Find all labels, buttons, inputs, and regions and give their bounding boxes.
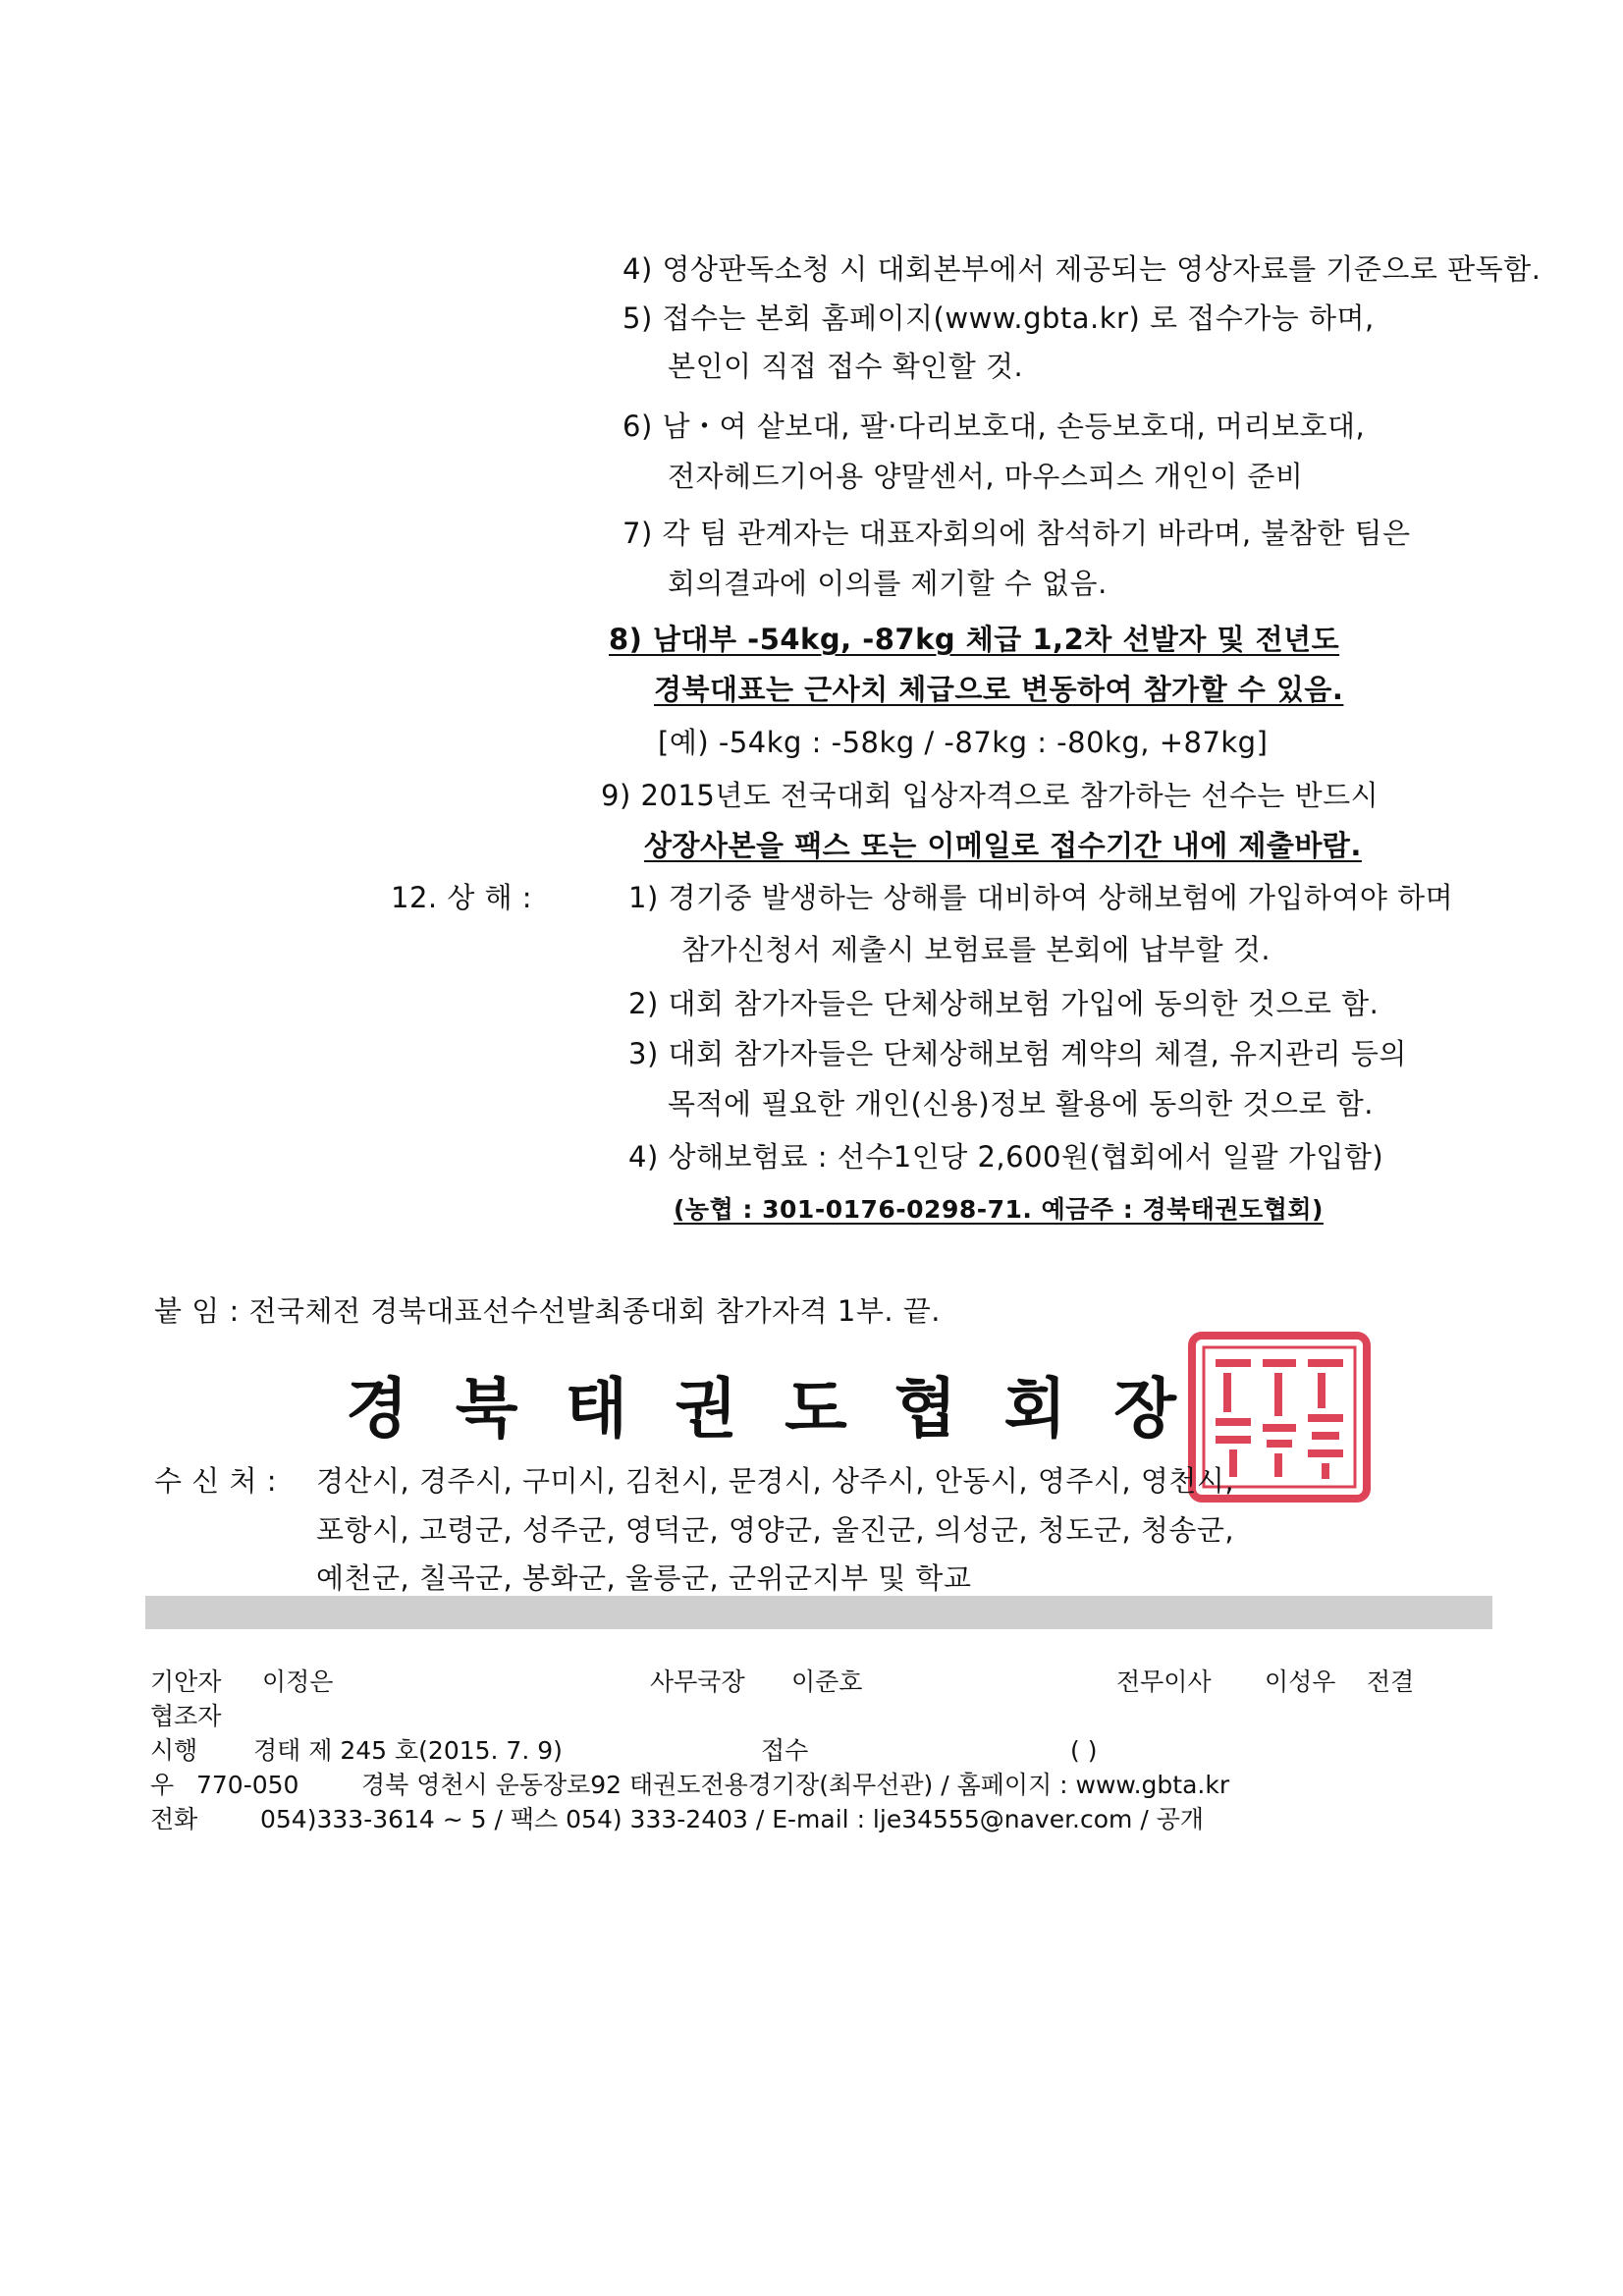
section-12-item-1-line1: 1) 경기중 발생하는 상해를 대비하여 상해보험에 가입하여야 하며 xyxy=(628,881,1454,914)
enforce-number: 경태 제 245 호(2015. 7. 9) xyxy=(253,1736,563,1765)
postal-label: 우 xyxy=(150,1771,175,1799)
postal-code: 770-050 xyxy=(196,1771,299,1799)
attachment-line: 붙 임 : 전국체전 경북대표선수선발최종대회 참가자격 1부. 끝. xyxy=(154,1294,942,1328)
item-8-line1: 8) 남대부 -54kg, -87kg 체급 1,2차 선발자 및 전년도 xyxy=(609,623,1340,656)
drafter-name: 이정은 xyxy=(262,1667,334,1696)
recipients-line3: 예천군, 칠곡군, 봉화군, 울릉군, 군위군지부 및 학교 xyxy=(316,1561,972,1595)
divider-bar xyxy=(145,1596,1492,1629)
contact-line: 054)333-3614 ~ 5 / 팩스 054) 333-2403 / E-mail : lje34555@naver.com / 공개 xyxy=(260,1805,1205,1833)
phone-label: 전화 xyxy=(150,1805,198,1833)
drafter-label: 기안자 xyxy=(150,1667,222,1696)
recipients-line2: 포항시, 고령군, 성주군, 영덕군, 영양군, 울진군, 의성군, 청도군, 청송군, xyxy=(316,1513,1235,1547)
secgen-label: 사무국장 xyxy=(650,1667,745,1696)
recipients-label: 수 신 처 : xyxy=(154,1464,277,1498)
section-12-item-3-line1: 3) 대회 참가자들은 단체상해보험 계약의 체결, 유지관리 등의 xyxy=(628,1037,1407,1070)
section-12-item-2: 2) 대회 참가자들은 단체상해보험 가입에 동의한 것으로 함. xyxy=(628,987,1380,1020)
issuer-title: 경북태권도협회장 xyxy=(346,1371,1224,1447)
item-6-line1: 6) 남・여 샅보대, 팔·다리보호대, 손등보호대, 머리보호대, xyxy=(622,410,1366,443)
item-8-line2: 경북대표는 근사치 체급으로 변동하여 참가할 수 있음. xyxy=(654,673,1344,706)
item-9-line1: 9) 2015년도 전국대회 입상자격으로 참가하는 선수는 반드시 xyxy=(601,779,1380,812)
section-12-item-3-line2: 목적에 필요한 개인(신용)정보 활용에 동의한 것으로 함. xyxy=(668,1087,1374,1121)
item-9-line2: 상장사본을 팩스 또는 이메일로 접수기간 내에 제출바람. xyxy=(644,829,1362,862)
director-name: 이성우 xyxy=(1265,1667,1336,1696)
item-7-line2: 회의결과에 이의를 제기할 수 없음. xyxy=(668,567,1108,600)
enforce-label: 시행 xyxy=(150,1736,198,1765)
item-4: 4) 영상판독소청 시 대회본부에서 제공되는 영상자료를 기준으로 판독함. xyxy=(622,252,1542,286)
item-8-example: [예) -54kg : -58kg / -87kg : -80kg, +87kg] xyxy=(658,726,1269,759)
coop-label: 협조자 xyxy=(150,1702,222,1730)
receipt-value: ( ) xyxy=(1070,1736,1098,1765)
item-5-line1: 5) 접수는 본회 홈페이지(www.gbta.kr) 로 접수가능 하며, xyxy=(622,301,1375,335)
item-7-line1: 7) 각 팀 관계자는 대표자회의에 참석하기 바라며, 불참한 팀은 xyxy=(622,517,1411,550)
section-12-item-4-line1: 4) 상해보험료 : 선수1인당 2,600원(협회에서 일괄 가입함) xyxy=(628,1140,1384,1174)
approval-text: 전결 xyxy=(1367,1667,1415,1696)
director-label: 전무이사 xyxy=(1116,1667,1212,1696)
secgen-name: 이준호 xyxy=(791,1667,863,1696)
insurance-account: (농협 : 301-0176-0298-71. 예금주 : 경북태권도협회) xyxy=(674,1195,1324,1224)
section-12-item-1-line2: 참가신청서 제출시 보험료를 본회에 납부할 것. xyxy=(681,933,1271,966)
receipt-label: 접수 xyxy=(761,1736,809,1765)
item-5-line2: 본인이 직접 접수 확인할 것. xyxy=(668,350,1024,383)
recipients-line1: 경산시, 경주시, 구미시, 김천시, 문경시, 상주시, 안동시, 영주시, 영천시, xyxy=(316,1464,1235,1498)
address-line: 경북 영천시 운동장로92 태권도전용경기장(최무선관) / 홈페이지 : www.gbta.kr xyxy=(361,1771,1230,1799)
section-12-heading: 12. 상 해 : xyxy=(391,881,533,914)
item-6-line2: 전자헤드기어용 양말센서, 마우스피스 개인이 준비 xyxy=(668,460,1304,493)
